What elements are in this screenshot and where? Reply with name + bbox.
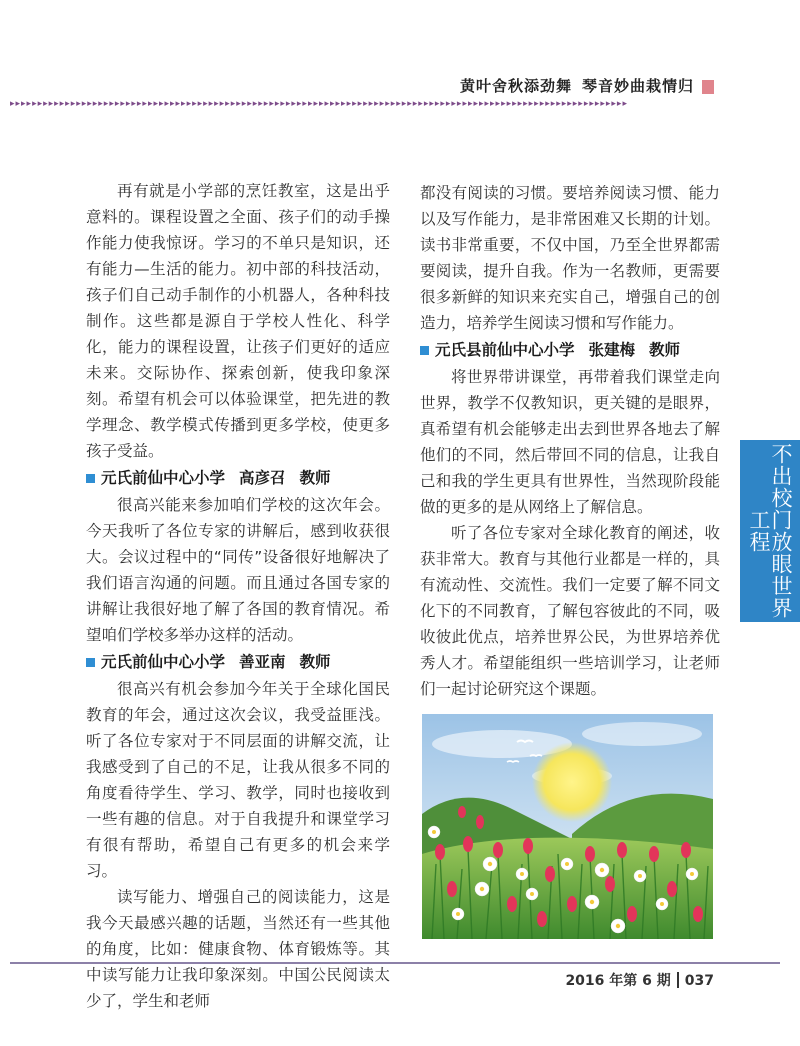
left-column <box>86 178 390 1014</box>
right-paragraph-1: 都没有阅读的习惯。要培养阅读习惯、能力以及写作能力，是非常困难又长期的计划。读书非常重要，不仅中国，乃至全世界都需要阅读，提升自我。作为一名教师，更需要很多新鲜的知识来充实自己，增强自己的创造力，培养学生阅读习惯和写作能力。 <box>420 184 720 332</box>
left-paragraph-1: 再有就是小学部的烹饪教室，这是出乎意料的。课程设置之全面、孩子们的动手操作能力使我惊讶。学习的不单只是知识，还有能力—生活的能力。初中部的科技活动，孩子们自己动手制作的小机器人，各种科技制作。这些都是源自于学校人性化、科学化，能力的课程设置，让孩子们更好的适应未来。交际协作、探索创新，使我印象深刻。希望有机会可以体验课堂，把先进的教学理念、教学模式传播到更多学校，使更多孩子受益。 <box>86 182 390 460</box>
author-role: 教师 <box>299 653 331 671</box>
left-paragraph-3: 很高兴有机会参加今年关于全球化国民教育的年会，通过这次会议，我受益匪浅。听了各位专家对于不同层面的讲解交流，让我感受到了自己的不足，让我从很多不同的角度看待学生、学习、教学，同时也接收到一些有趣的信息。对于自我提升和课堂学习有很有帮助，希望自己有更多的机会来学习。 <box>86 680 390 880</box>
author-role: 教师 <box>649 341 681 359</box>
header-title-part1: 黄叶舍秋添劲舞 <box>459 77 572 95</box>
page-footer <box>565 970 714 990</box>
bullet-square-icon <box>420 346 429 355</box>
footer-rule <box>10 962 780 964</box>
header-accent-block <box>702 80 714 94</box>
right-paragraph-2: 将世界带讲课堂，再带着我们课堂走向世界，教学不仅教知识，更关键的是眼界，真希望有机会能够走出去到世界各地去了解他们的不同，然后带回不同的信息，让我自己和我的学生更具有世界性，当然现阶段能做的更多的是从网络上了解信息。 <box>420 368 720 516</box>
page-number: 037 <box>684 973 714 989</box>
issue-label: 2016 年第 6 期 <box>565 973 671 989</box>
author-school: 元氏前仙中心小学 <box>101 653 226 671</box>
header-dotted-rule: ▸▸▸▸▸▸▸▸▸▸▸▸▸▸▸▸▸▸▸▸▸▸▸▸▸▸▸▸▸▸▸▸▸▸▸▸▸▸▸▸▸▸▸▸▸▸▸▸▸▸▸▸▸▸▸▸▸▸▸▸▸▸▸▸▸▸▸▸▸▸▸▸▸▸▸▸▸▸▸▸▸▸▸▸▸▸▸▸▸▸▸▸▸▸▸▸▸▸▸▸▸▸▸▸▸▸▸▸▸▸▸▸ <box>10 100 628 108</box>
footer-divider <box>677 972 679 988</box>
author-line-3 <box>420 337 720 363</box>
running-header <box>460 75 694 96</box>
author-school: 元氏县前仙中心小学 <box>435 341 575 359</box>
author-line-1 <box>86 465 390 491</box>
bullet-square-icon <box>86 658 95 667</box>
left-paragraph-2: 很高兴能来参加咱们学校的这次年会。今天我听了各位专家的讲解后，感到收获很大。会议过程中的“同传”设备很好地解决了我们语言沟通的问题。而且通过各国专家的讲解让我很好地了解了各国的教育情况。希望咱们学校多举办这样的活动。 <box>86 496 390 644</box>
author-name: 高彦召 <box>239 469 286 487</box>
author-line-2 <box>86 649 390 675</box>
header-title-part2: 琴音妙曲栽情归 <box>581 77 694 95</box>
author-role: 教师 <box>299 469 331 487</box>
right-paragraph-3: 听了各位专家对全球化教育的阐述，收获非常大。教育与其他行业都是一样的，具有流动性、交流性。我们一定要了解不同文化下的不同教育，了解包容彼此的不同，吸收彼此优点，培养世界公民，为世界培养优秀人才。希望能组织一些培训学习，让老师们一起讨论研究这个课题。 <box>420 524 720 698</box>
left-paragraph-4: 读写能力、增强自己的阅读能力，这是我今天最感兴趣的话题，当然还有一些其他的角度，比如：健康食物、体育锻炼等。其中读写能力让我印象深刻。中国公民阅读太少了，学生和老师 <box>86 888 390 1010</box>
right-column <box>420 180 720 702</box>
section-side-tab: 不出校门放眼世界工程 <box>740 440 800 622</box>
author-name: 张建梅 <box>588 341 636 359</box>
watercolor-flower-meadow-image <box>422 714 713 939</box>
author-school: 元氏前仙中心小学 <box>101 469 226 487</box>
author-name: 善亚南 <box>239 653 286 671</box>
bullet-square-icon <box>86 474 95 483</box>
